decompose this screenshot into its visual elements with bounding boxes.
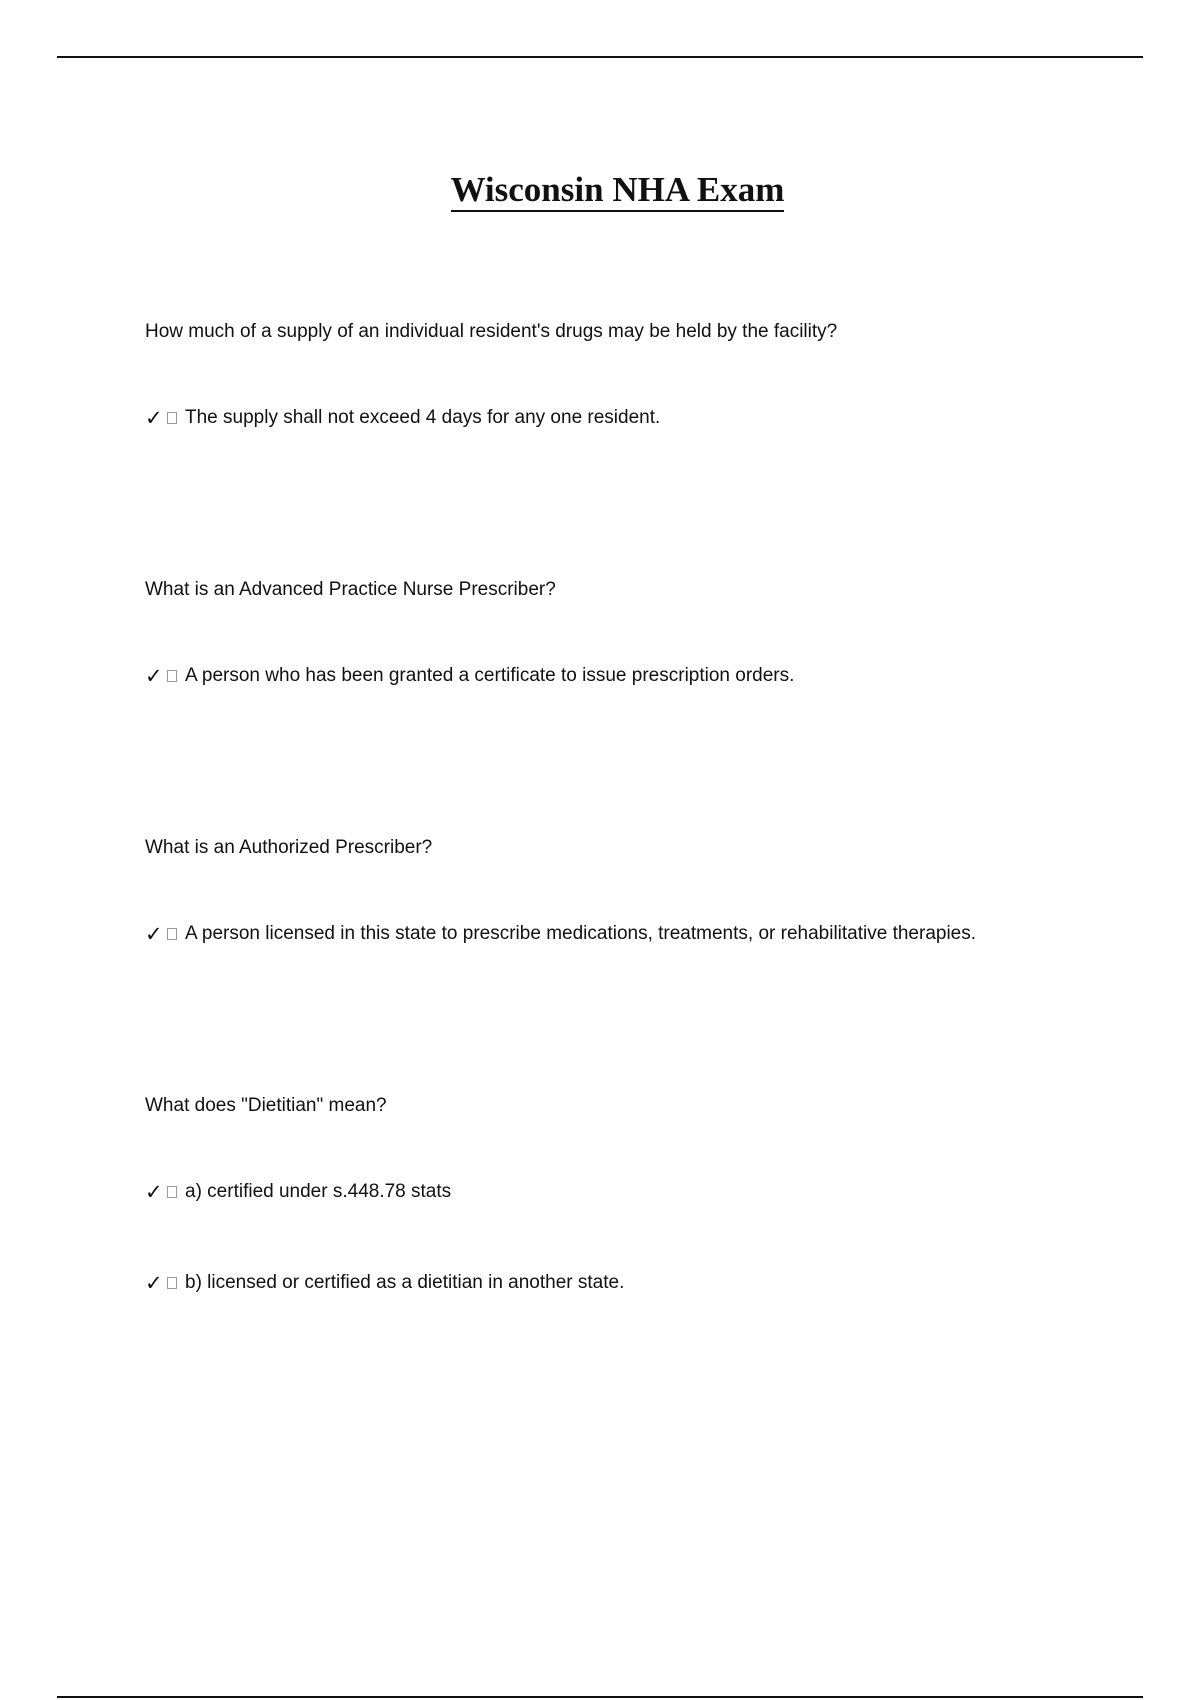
bottom-rule (57, 1696, 1143, 1698)
answer-text: A person who has been granted a certificate to issue prescription orders. (185, 665, 795, 686)
page-title (0, 168, 1200, 212)
empty-box-icon (167, 1186, 177, 1198)
empty-box-icon (167, 1277, 177, 1289)
answer-text: A person licensed in this state to prescribe medications, treatments, or rehabilitative therapies. (185, 923, 977, 944)
checkmark-icon: ✓ (145, 922, 163, 946)
answer-text: b) licensed or certified as a dietitian in another state. (185, 1272, 625, 1293)
empty-box-icon (167, 928, 177, 940)
answer-text: a) certified under s.448.78 stats (185, 1181, 452, 1202)
checkmark-icon: ✓ (145, 1180, 163, 1204)
question-2: What is an Advanced Practice Nurse Prescriber? (145, 579, 556, 600)
answer-3 (145, 921, 976, 947)
answer-text: The supply shall not exceed 4 days for any one resident. (185, 407, 661, 428)
answer-4b (145, 1270, 624, 1296)
page-title-text: Wisconsin NHA Exam (451, 170, 785, 212)
checkmark-icon: ✓ (145, 1271, 163, 1295)
question-1: How much of a supply of an individual resident's drugs may be held by the facility? (145, 321, 838, 342)
checkmark-icon: ✓ (145, 664, 163, 688)
answer-1 (145, 405, 660, 431)
top-rule (57, 56, 1143, 58)
question-4: What does "Dietitian" mean? (145, 1095, 387, 1116)
question-3: What is an Authorized Prescriber? (145, 837, 433, 858)
answer-2 (145, 663, 794, 689)
empty-box-icon (167, 412, 177, 424)
answer-4a (145, 1179, 451, 1205)
empty-box-icon (167, 670, 177, 682)
checkmark-icon: ✓ (145, 406, 163, 430)
